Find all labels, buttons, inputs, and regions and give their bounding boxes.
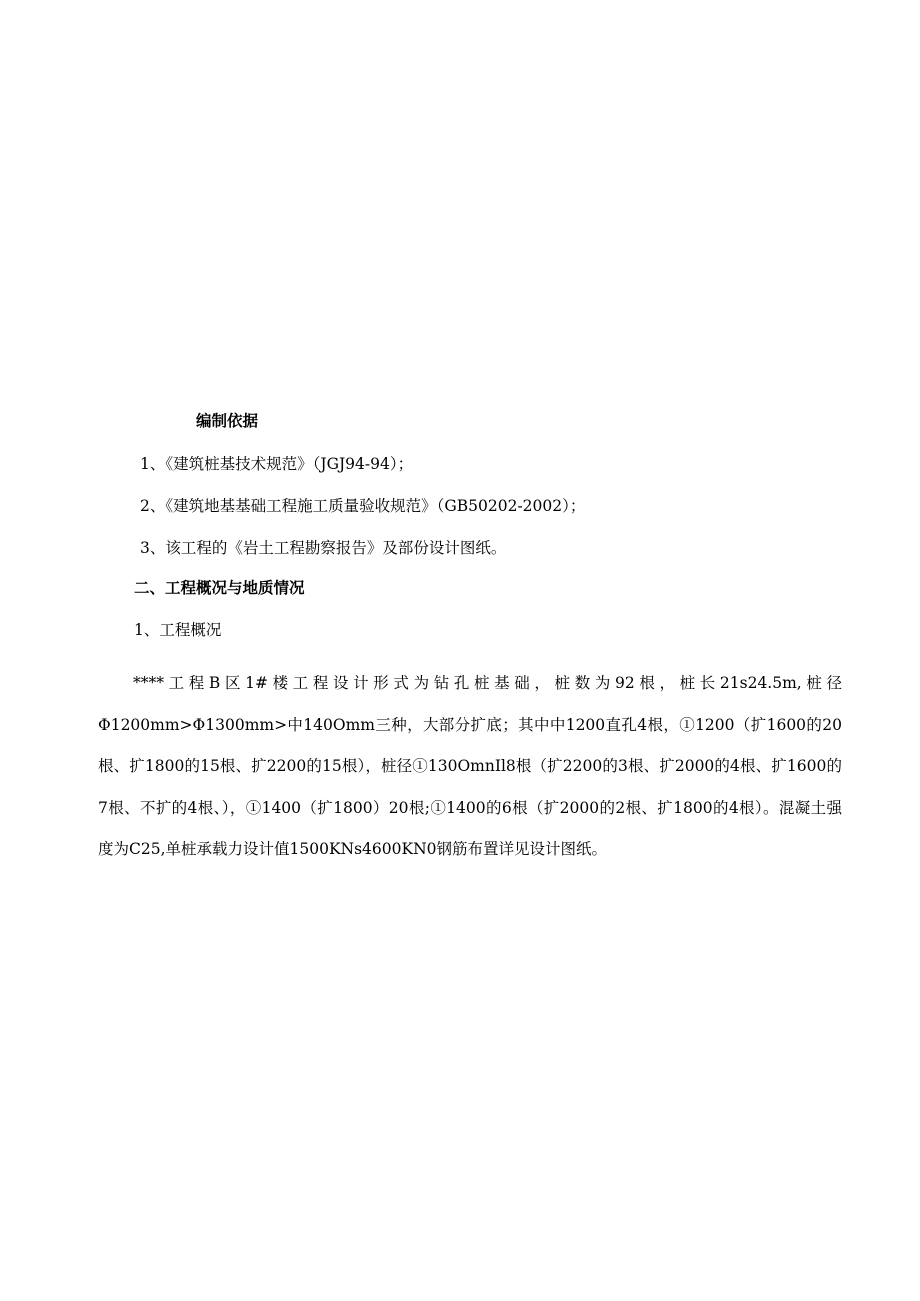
subsection-heading-project-overview: 1、工程概况 [134, 621, 222, 639]
basis-item-2: 2、《建筑地基基础工程施工质量验收规范》（GB50202-2002）； [140, 497, 586, 515]
project-overview-paragraph: ****工程B区1#楼工程设计形式为钻孔桩基础，桩数为92根，桩长21s24.5m,桩径Φ1200mm>Φ1300mm>中140Omm三种，大部分扩底；其中中1200直孔4根，①1200（扩1600的20根、扩1800的15根、扩2200的15根），桩径①130OmnIl8根（扩2200的3根、扩2000的4根、扩1600的7根、不扩的4根、），①1400（扩1800）20根;①1400的6根（扩2000的2根、扩1800的4根）。混凝土强度为C25,单桩承载力设计值1500KNs4600KN0钢筋布置详见设计图纸。 [98, 674, 842, 858]
basis-item-1: 1、《建筑桩基技术规范》（JGJ94-94）； [140, 455, 414, 473]
section-heading-compilation-basis: 编制依据 [196, 412, 259, 430]
basis-item-3: 3、该工程的《岩土工程勘察报告》及部份设计图纸。 [140, 539, 507, 557]
section-heading-project-overview: 二、工程概况与地质情况 [134, 579, 305, 597]
